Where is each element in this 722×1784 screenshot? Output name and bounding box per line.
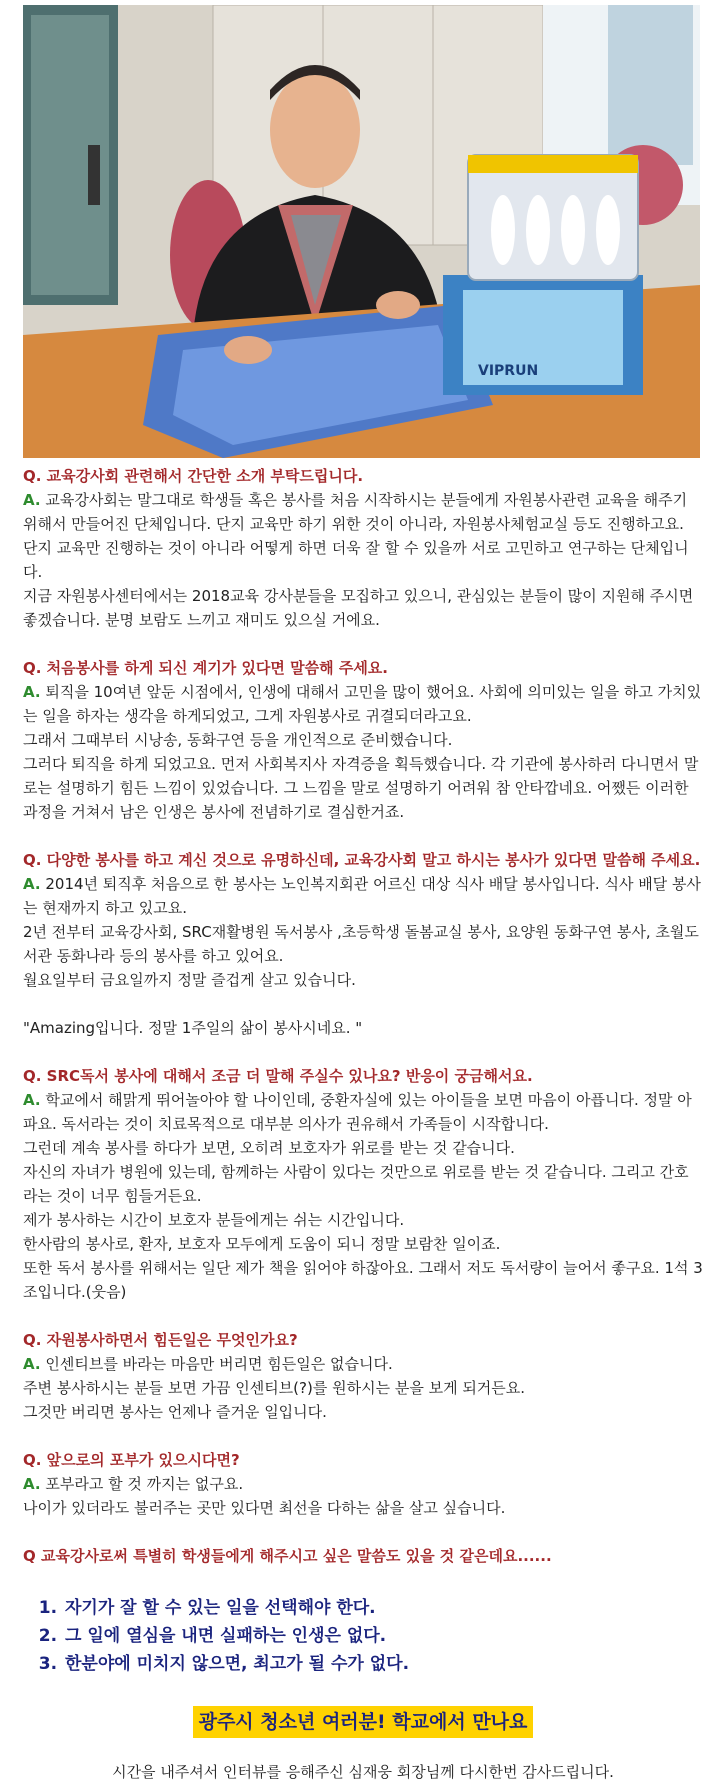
answer-line: A. 교육강사회는 말그대로 학생들 혹은 봉사를 처음 시작하시는 분들에게 자원봉사관련 교육을 해주기 위해서 만들어진 단체입니다. 단지 교육만 하기 위한 것이 아니라, 자원봉사체험교실 등도 진행하고요.	[23, 491, 688, 533]
qa-block	[23, 1328, 703, 1424]
answer-line: 2년 전부터 교육강사회, SRC재활병원 독서봉사 ,초등학생 돌봄교실 봉사, 요양원 동화구연 봉사, 초월도서관 동화나라 등의 봉사를 하고 있어요.	[23, 923, 699, 965]
qa-block	[23, 1064, 703, 1304]
answer-line: A. 퇴직을 10여년 앞둔 시점에서, 인생에 대해서 고민을 많이 했어요. 사회에 의미있는 일을 하고 가치있는 일을 하자는 생각을 하게되었고, 그게 자원봉사로 귀결되더라고요.	[23, 683, 702, 725]
answer-line: 자신의 자녀가 병원에 있는데, 함께하는 사람이 있다는 것만으로 위로를 받는 것 같습니다. 그리고 간호라는 것이 너무 힘들거든요.	[23, 1163, 689, 1205]
answer-line: 그래서 그때부터 시낭송, 동화구연 등을 개인적으로 준비했습니다.	[23, 731, 453, 749]
qa-block	[23, 848, 703, 992]
photo-illustration	[23, 5, 700, 458]
interview-content	[23, 464, 703, 1784]
answer-line: A. 학교에서 해맑게 뛰어놀아야 할 나이인데, 중환자실에 있는 아이들을 보면 마음이 아픕니다. 정말 아파요. 독서라는 것이 치료목적으로 대부분 의사가 권유해서 가족들이 시작합니다.	[23, 1091, 692, 1133]
question: Q. 자원봉사하면서 힘든일은 무엇인가요?	[23, 1331, 298, 1349]
advice-item: 3. 한분야에 미치지 않으면, 최고가 될 수가 없다.	[63, 1650, 703, 1678]
thanks-note: 시간을 내주셔서 인터뷰를 응해주신 심재웅 회장님께 다시한번 감사드립니다.	[112, 1763, 614, 1781]
answer-mark: A.	[23, 875, 41, 893]
answer-line: 그런데 계속 봉사를 하다가 보면, 오히려 보호자가 위로를 받는 것 같습니다.	[23, 1139, 515, 1157]
qa-block	[23, 1448, 703, 1520]
answer-line: 한사람의 봉사로, 환자, 보호자 모두에게 도움이 되니 정말 보람찬 일이죠.	[23, 1235, 501, 1253]
answer-line: 그러다 퇴직을 하게 되었고요. 먼저 사회복지사 자격증을 획득했습니다. 각 기관에 봉사하러 다니면서 말로는 설명하기 힘든 느낌이 있었습니다. 그 느낌을 말로 설명하기 어려워 참 안타깝네요. 어쨌든 이러한 과정을 거쳐서 남은 인생은 봉사에 전념하기로 결심한거죠.	[23, 755, 699, 821]
answer-line: 주변 봉사하시는 분들 보면 가끔 인센티브(?)를 원하시는 분을 보게 되거든요.	[23, 1379, 526, 1397]
advice-item: 1. 자기가 잘 할 수 있는 일을 선택해야 한다.	[63, 1594, 703, 1622]
interview-photo	[23, 5, 700, 458]
answer-mark: A.	[23, 1091, 41, 1109]
answer-mark: A.	[23, 1355, 41, 1373]
answer-mark: A.	[23, 683, 41, 701]
answer-line: 월요일부터 금요일까지 정말 즐겁게 살고 있습니다.	[23, 971, 356, 989]
question: Q. SRC독서 봉사에 대해서 조금 더 말해 주실수 있나요? 반응이 궁금해서요.	[23, 1067, 533, 1085]
final-question: Q 교육강사로써 특별히 학생들에게 해주시고 싶은 말씀도 있을 것 같은데요......	[23, 1547, 552, 1565]
answer-mark: A.	[23, 491, 41, 509]
banner-wrap	[23, 1706, 703, 1738]
answer-line: 또한 독서 봉사를 위해서는 일단 제가 책을 읽어야 하잖아요. 그래서 저도 독서량이 늘어서 좋구요. 1석 3조입니다.(웃음)	[23, 1259, 703, 1301]
question: Q. 교육강사회 관련해서 간단한 소개 부탁드립니다.	[23, 467, 364, 485]
qa-block	[23, 656, 703, 824]
qa-block	[23, 464, 703, 632]
box-brand-text: VIPRUN	[478, 363, 539, 379]
answer-line: 나이가 있더라도 불러주는 곳만 있다면 최선을 다하는 삶을 살고 싶습니다.	[23, 1499, 506, 1517]
answer-line: A. 포부라고 할 것 까지는 없구요.	[23, 1475, 244, 1493]
highlight-banner: 광주시 청소년 여러분! 학교에서 만나요	[193, 1706, 534, 1738]
answer-line: A. 인센티브를 바라는 마음만 버리면 힘든일은 없습니다.	[23, 1355, 393, 1373]
answer-mark: A.	[23, 1475, 41, 1493]
answer-line: 단지 교육만 진행하는 것이 아니라 어떻게 하면 더욱 잘 할 수 있을까 서로 고민하고 연구하는 단체입니다.	[23, 539, 689, 581]
answer-line: 그것만 버리면 봉사는 언제나 즐거운 일입니다.	[23, 1403, 327, 1421]
question: Q. 다양한 봉사를 하고 계신 것으로 유명하신데, 교육강사회 말고 하시는 봉사가 있다면 말씀해 주세요.	[23, 851, 701, 869]
answer-line: 지금 자원봉사센터에서는 2018교육 강사분들을 모집하고 있으니, 관심있는 분들이 많이 지원해 주시면 좋겠습니다. 분명 보람도 느끼고 재미도 있으실 거에요.	[23, 587, 694, 629]
interviewer-quote: "Amazing입니다. 정말 1주일의 삶이 봉사시네요. "	[23, 1019, 363, 1037]
question: Q. 처음봉사를 하게 되신 계기가 있다면 말씀해 주세요.	[23, 659, 388, 677]
advice-list	[23, 1594, 703, 1678]
answer-line: 제가 봉사하는 시간이 보호자 분들에게는 쉬는 시간입니다.	[23, 1211, 405, 1229]
advice-item: 2. 그 일에 열심을 내면 실패하는 인생은 없다.	[63, 1622, 703, 1650]
question: Q. 앞으로의 포부가 있으시다면?	[23, 1451, 240, 1469]
answer-line: A. 2014년 퇴직후 처음으로 한 봉사는 노인복지회관 어르신 대상 식사 배달 봉사입니다. 식사 배달 봉사는 현재까지 하고 있고요.	[23, 875, 701, 917]
